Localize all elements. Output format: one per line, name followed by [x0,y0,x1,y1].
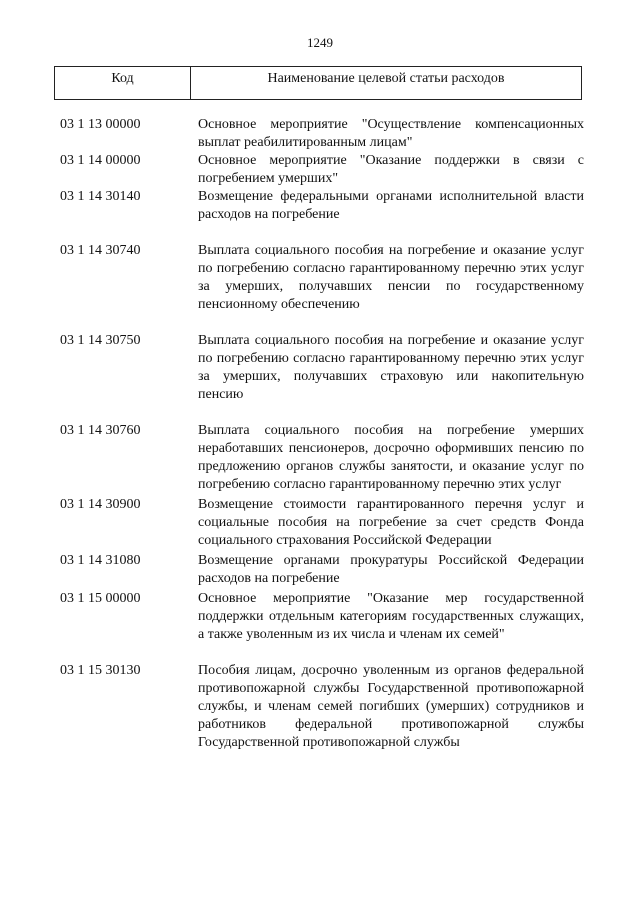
entry-text: Возмещение стоимости гарантированного перечня услуг и социальные пособия на погребение за счет средств Фонда социального страхования Российской Федерации [198,497,584,548]
entry-code: 03 1 14 30900 [60,497,141,512]
table-header [54,66,582,100]
entry-text: Возмещение федеральными органами исполнительной власти расходов на погребение [198,189,584,222]
entries-list [60,116,588,752]
entry-code: 03 1 13 00000 [60,117,141,132]
list-item [60,188,588,224]
entry-text: Выплата социального пособия на погребение умерших неработавших пенсионеров, досрочно оформивших пенсию по предложению органов службы занятости, и оказание услуг по погребению согласно гарантированному перечню этих услуг [198,423,584,492]
entry-text: Возмещение органами прокуратуры Российской Федерации расходов на погребение [198,553,584,586]
entry-text: Основное мероприятие "Оказание мер государственной поддержки отдельным категориям государственных служащих, а также уволенным из их числа и членам их семей" [198,591,584,642]
header-name: Наименование целевой статьи расходов [267,71,505,86]
entry-code: 03 1 14 30140 [60,189,141,204]
page-number: 1249 [307,35,333,50]
entry-text: Пособия лицам, досрочно уволенным из органов федеральной противопожарной службы Государственной противопожарной службы, и членам семей погибших (умерших) сотрудников и работников федеральной противопожарной службы Государственной противопожарной службы [198,663,584,750]
entry-code: 03 1 15 00000 [60,591,141,606]
list-item [60,152,588,188]
header-code: Код [55,67,191,99]
entry-code: 03 1 14 30760 [60,423,141,438]
list-item [60,590,588,644]
list-item [60,242,588,314]
entry-code: 03 1 14 30740 [60,243,141,258]
entry-code: 03 1 15 30130 [60,663,141,678]
list-item [60,496,588,550]
list-item [60,116,588,152]
list-item [60,422,588,494]
entry-text: Выплата социального пособия на погребение и оказание услуг по погребению согласно гарантированному перечню этих услуг за умерших, получавших пенсии по государственному пенсионному обеспечению [198,243,584,312]
entry-code: 03 1 14 30750 [60,333,141,348]
entry-text: Выплата социального пособия на погребение и оказание услуг по погребению согласно гарантированному перечню этих услуг за умерших, получавших страховую или накопительную пенсию [198,333,584,402]
entry-text: Основное мероприятие "Оказание поддержки в связи с погребением умерших" [198,153,584,186]
list-item [60,332,588,404]
entry-text: Основное мероприятие "Осуществление компенсационных выплат реабилитированным лицам" [198,117,584,150]
list-item [60,552,588,588]
entry-code: 03 1 14 00000 [60,153,141,168]
list-item [60,662,588,752]
entry-code: 03 1 14 31080 [60,553,141,568]
